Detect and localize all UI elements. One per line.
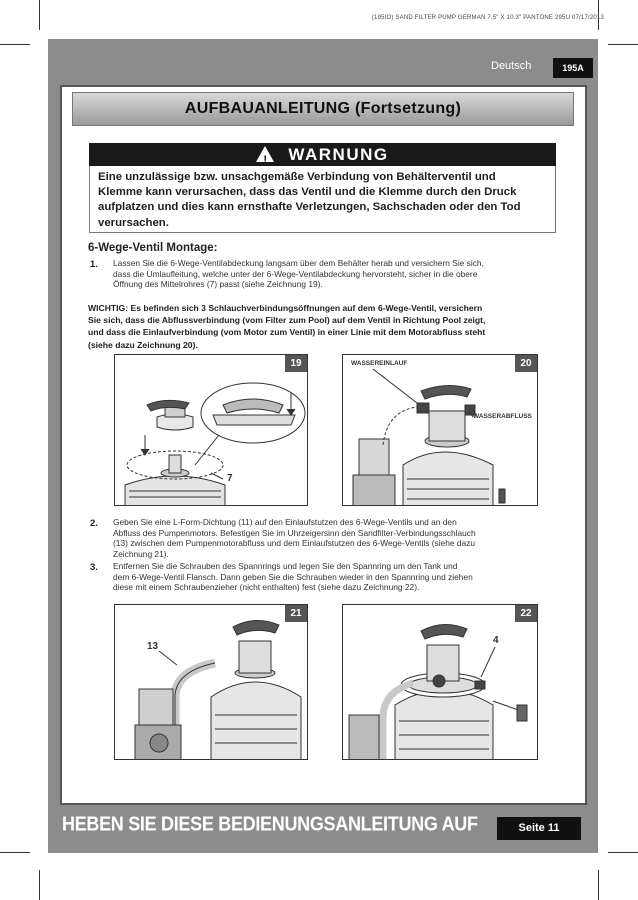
- figure-20-illustration: [343, 355, 538, 506]
- figure-21: [114, 604, 308, 760]
- warning-title: WARNUNG: [288, 145, 389, 164]
- warning-triangle-icon: !: [256, 146, 274, 162]
- figure-19: [114, 354, 308, 506]
- crop-mark: [608, 44, 638, 45]
- important-note: WICHTIG: Es befinden sich 3 Schlauchverbindungsöffnungen auf dem 6-Wege-Ventil, versichern Sie sich, dass die Abflussverbindung (vom Filter zum Pool) auf dem Ventil in Richtung Pool zeigt, und dass die Einlaufverbindung (vom Motor zum Ventil) in einer Linie mit dem Motorabfluss steht (siehe dazu Zeichnung 20).: [88, 303, 486, 350]
- page-title: AUFBAUANLEITUNG (Fortsetzung): [72, 92, 574, 126]
- crop-mark: [0, 44, 30, 45]
- section-title: 6-Wege-Ventil Montage:: [88, 242, 218, 254]
- crop-mark: [0, 852, 30, 853]
- step-number: 1.: [90, 259, 98, 270]
- callout-13: 13: [147, 641, 159, 652]
- print-info: (195IO) SAND FILTER PUMP GERMAN 7.5" X 10.3" PANTONE 295U 07/17/2013: [371, 15, 604, 21]
- figure-number: 22: [515, 605, 537, 622]
- figure-number: 19: [285, 355, 307, 372]
- footer-title: HEBEN SIE DIESE BEDIENUNGSANLEITUNG AUF: [62, 812, 478, 835]
- figure-22: [342, 604, 538, 760]
- warning-text: Eine unzulässige bzw. unsachgemäße Verbindung von Behälterventil und Klemme kann verursachen, dass das Ventil und die Klemme durch den Druck aufplatzen und dies kann ernsthafte Verletzungen, Sachschaden oder den Tod verursachen.: [98, 171, 521, 229]
- section-code-badge: 195A: [553, 58, 593, 78]
- page-number-badge: Seite 11: [497, 817, 581, 840]
- figure-number: 21: [285, 605, 307, 622]
- step-1-text: Lassen Sie die 6-Wege-Ventilabdeckung langsam über dem Behälter herab und versichern Sie sich, dass die Umlaufleitung, welche unter der 6-Wege-Ventilabdeckung hervorsteht, sicher in die obere Öffnung des Mittelrohres (7) passt (siehe Zeichnung 19).: [113, 258, 484, 290]
- step-2-text: Geben Sie eine L-Form-Dichtung (11) auf den Einlaufstutzen des 6-Wege-Ventils und an den Abfluss des Pumpenmotors. Befestigen Sie im Uhrzeigersinn den Sandfilter-Verbindungsschlauch (13) zwischen dem Pumpenmotorabfluss und dem Einlaufstutzen des 6-Wege-Ventils (siehe dazu Zeichnung 21).: [113, 517, 476, 560]
- callout-4: 4: [493, 635, 499, 646]
- figure-22-illustration: [343, 605, 538, 760]
- warning-header: [89, 143, 556, 166]
- callout-7: 7: [227, 473, 233, 484]
- step-3-text: Entfernen Sie die Schrauben des Spannrings und legen Sie den Spannring um den Tank und dem 6-Wege-Ventil Flansch. Dann geben Sie die Schrauben wieder in den Spannring und ziehen diese mit einem Schraubenzieher (nicht enthalten) fest (siehe dazu Zeichnung 22).: [113, 561, 473, 593]
- crop-mark: [39, 870, 40, 900]
- figure-number: 20: [515, 355, 537, 372]
- figure-19-illustration: [115, 355, 308, 506]
- step-number: 2.: [90, 518, 98, 529]
- crop-mark: [598, 870, 599, 900]
- label-water-outlet: WASSERABFLUSS: [473, 413, 532, 420]
- crop-mark: [608, 852, 638, 853]
- label-water-inlet: WASSEREINLAUF: [351, 360, 408, 367]
- step-number: 3.: [90, 562, 98, 573]
- language-label: Deutsch: [491, 60, 532, 72]
- figure-21-illustration: [115, 605, 308, 760]
- figure-20: [342, 354, 538, 506]
